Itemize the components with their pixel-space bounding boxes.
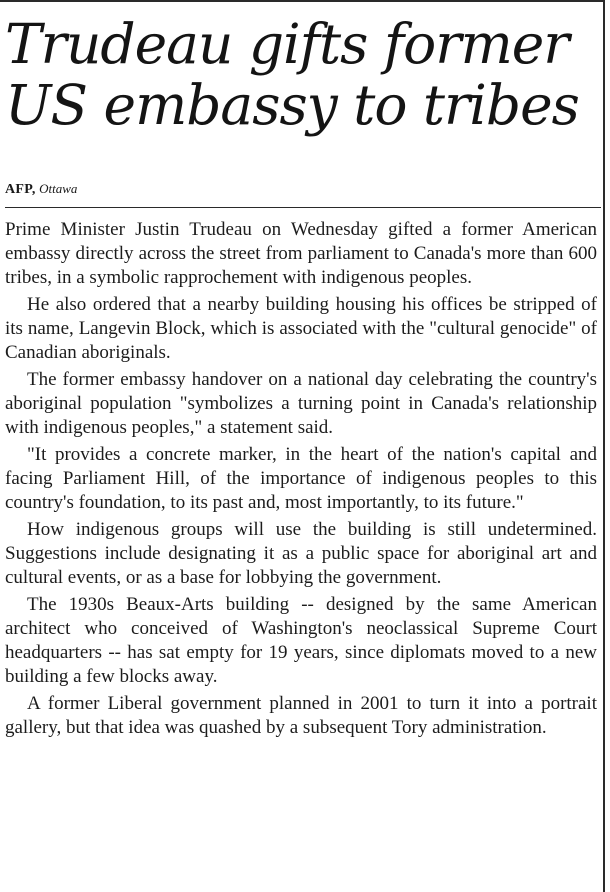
headline-line-2: US embassy to tribes	[5, 73, 579, 137]
article-paragraph: "It provides a concrete marker, in the heart of the nation's capital and facing Parliament Hill, of the importance of indigenous peoples to this country's foundation, to its past and, most importantly, to its future."	[5, 444, 597, 513]
column-rule	[603, 0, 605, 892]
article-paragraph: Prime Minister Justin Trudeau on Wednesday gifted a former American embassy directly across the street from parliament to Canada's more than 600 tribes, in a symbolic rapprochement with indigenous peoples.	[5, 219, 597, 288]
headline-line-1: Trudeau gifts former	[5, 12, 569, 76]
article-paragraph: A former Liberal government planned in 2001 to turn it into a portrait gallery, but that idea was quashed by a subsequent Tory administration.	[5, 693, 597, 738]
article-paragraph: The former embassy handover on a national day celebrating the country's aboriginal population "symbolizes a turning point in Canada's relationship with indigenous peoples," a statement said.	[5, 369, 597, 438]
byline-dateline: Ottawa	[39, 181, 78, 196]
byline	[5, 180, 77, 199]
article-body	[5, 218, 597, 743]
article-paragraph: How indigenous groups will use the building is still undetermined. Suggestions include designating it as a public space for aboriginal art and cultural events, or as a base for lobbying the government.	[5, 519, 597, 588]
headline	[5, 14, 601, 136]
article-paragraph: The 1930s Beaux-Arts building -- designed by the same American architect who conceived of Washington's neoclassical Supreme Court headquarters -- has sat empty for 19 years, since diplomats moved to a new building a few blocks away.	[5, 594, 597, 687]
byline-divider	[5, 207, 601, 208]
article-paragraph: He also ordered that a nearby building housing his offices be stripped of its name, Langevin Block, which is associated with the "cultural genocide" of Canadian aboriginals.	[5, 294, 597, 363]
byline-agency: AFP,	[5, 182, 36, 197]
top-rule	[0, 0, 604, 2]
